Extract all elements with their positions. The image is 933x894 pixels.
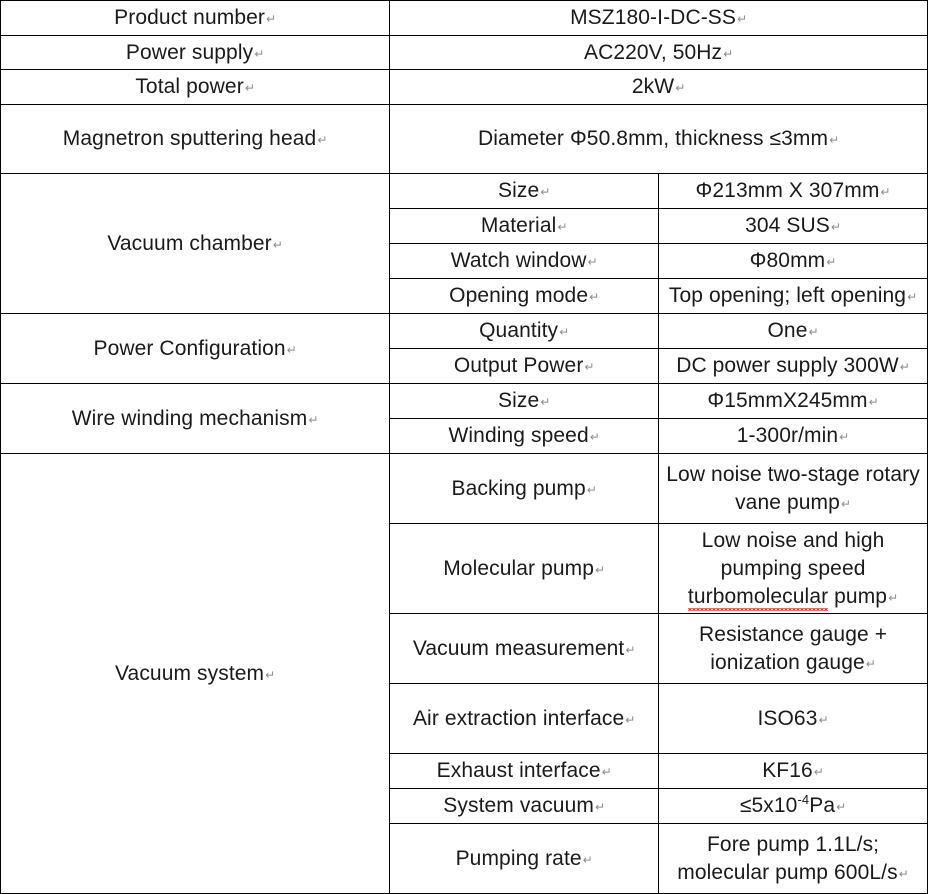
paragraph-mark-icon: ↵	[595, 562, 606, 577]
row-value-system-vacuum	[659, 789, 928, 824]
row-value-air-extraction-interface	[659, 684, 928, 754]
row-label-total-power	[1, 70, 390, 105]
cell-text: Air extraction interface	[412, 706, 625, 730]
cell-text: Pumping rate	[455, 846, 582, 870]
row-sublabel-output-power	[390, 349, 659, 384]
paragraph-mark-icon: ↵	[675, 81, 686, 96]
cell-text: Total power	[135, 75, 244, 99]
paragraph-mark-icon: ↵	[286, 342, 297, 357]
row-value-backing-pump	[659, 454, 928, 524]
cell-text: Exhaust interface	[436, 759, 601, 783]
paragraph-mark-icon: ↵	[899, 360, 910, 375]
table-row	[1, 105, 928, 174]
paragraph-mark-icon: ↵	[813, 765, 824, 780]
exponent-text: -4	[797, 792, 810, 808]
paragraph-mark-icon: ↵	[244, 81, 255, 96]
row-label-product-number	[1, 1, 390, 36]
row-value-power-supply	[390, 35, 928, 70]
cell-text-part2: pump	[828, 584, 888, 608]
paragraph-mark-icon: ↵	[868, 395, 879, 410]
row-sublabel-pumping-rate	[390, 824, 659, 894]
cell-text: Molecular pump	[443, 556, 595, 580]
cell-text: Power Configuration	[93, 336, 286, 360]
paragraph-mark-icon: ↵	[830, 220, 842, 235]
paragraph-mark-icon: ↵	[826, 255, 837, 270]
row-value-exhaust-interface	[659, 754, 928, 789]
row-value-molecular-pump	[659, 524, 928, 614]
paragraph-mark-icon: ↵	[898, 866, 909, 881]
cell-text: 1-300r/min	[736, 424, 839, 448]
cell-text: ISO63	[757, 706, 818, 730]
paragraph-mark-icon: ↵	[818, 712, 829, 727]
row-value-output-power	[659, 349, 928, 384]
cell-text: Output Power	[453, 354, 584, 378]
cell-text: Magnetron sputtering head	[62, 127, 317, 151]
misspelled-word: turbomolecular	[688, 585, 828, 611]
row-sublabel-backing-pump	[390, 454, 659, 524]
cell-text-prefix: ≤5x10	[739, 794, 798, 818]
row-value-chamber-watch-window	[659, 244, 928, 279]
table-row	[1, 70, 928, 105]
cell-text: Winding speed	[448, 424, 589, 448]
cell-text: Vacuum system	[115, 661, 265, 685]
paragraph-mark-icon: ↵	[594, 800, 606, 815]
cell-text: Fore pump 1.1L/s; molecular pump 600L/s	[677, 833, 898, 884]
cell-text: Vacuum measurement	[412, 636, 625, 660]
row-label-power-supply	[1, 35, 390, 70]
paragraph-mark-icon: ↵	[625, 712, 636, 727]
row-value-pumping-rate	[659, 824, 928, 894]
paragraph-mark-icon: ↵	[840, 496, 852, 511]
paragraph-mark-icon: ↵	[582, 852, 593, 867]
table-row	[1, 454, 928, 524]
cell-text: Low noise two-stage rotary vane pump	[666, 462, 920, 514]
cell-text: Backing pump	[451, 476, 586, 500]
paragraph-mark-icon: ↵	[540, 395, 551, 410]
row-label-vacuum-system	[1, 454, 390, 894]
paragraph-mark-icon: ↵	[586, 482, 597, 497]
cell-text: Size	[497, 389, 540, 413]
cell-text: DC power supply 300W	[676, 354, 899, 378]
paragraph-mark-icon: ↵	[865, 656, 876, 671]
row-label-magnetron-sputtering-head	[1, 105, 390, 174]
row-value-magnetron-sputtering-head	[390, 105, 928, 174]
table-row	[1, 174, 928, 209]
row-value-chamber-opening-mode	[659, 279, 928, 314]
cell-text: Size	[497, 179, 540, 203]
paragraph-mark-icon: ↵	[559, 325, 570, 340]
row-sublabel-molecular-pump	[390, 524, 659, 614]
paragraph-mark-icon: ↵	[272, 237, 283, 252]
row-value-chamber-size	[659, 174, 928, 209]
cell-text: Wire winding mechanism	[71, 406, 308, 430]
paragraph-mark-icon: ↵	[625, 642, 636, 657]
cell-text: Material	[480, 214, 557, 238]
paragraph-mark-icon: ↵	[829, 133, 840, 148]
paragraph-mark-icon: ↵	[836, 800, 847, 815]
cell-text: 304 SUS	[745, 214, 830, 238]
cell-text: Product number	[114, 6, 265, 29]
table-row	[1, 314, 928, 349]
paragraph-mark-icon: ↵	[557, 220, 568, 235]
cell-text-part1: Low noise and high pumping speed	[701, 529, 885, 580]
cell-text: Φ15mmX245mm	[707, 389, 868, 413]
row-value-vacuum-measurement	[659, 614, 928, 684]
row-value-winding-size	[659, 384, 928, 419]
cell-text-suffix: Pa	[809, 794, 836, 818]
table-row	[1, 35, 928, 70]
row-sublabel-chamber-size	[390, 174, 659, 209]
cell-text: Power supply	[125, 40, 254, 64]
cell-text: System vacuum	[443, 794, 594, 818]
paragraph-mark-icon: ↵	[589, 290, 600, 305]
row-value-total-power	[390, 70, 928, 105]
paragraph-mark-icon: ↵	[584, 360, 595, 375]
paragraph-mark-icon: ↵	[317, 133, 328, 148]
row-sublabel-power-quantity	[390, 314, 659, 349]
cell-text: AC220V, 50Hz	[583, 40, 723, 64]
paragraph-mark-icon: ↵	[265, 667, 276, 682]
row-sublabel-vacuum-measurement	[390, 614, 659, 684]
cell-text: Φ80mm	[749, 249, 826, 273]
cell-text: Φ213mm X 307mm	[695, 179, 880, 203]
paragraph-mark-icon: ↵	[737, 11, 748, 26]
cell-text: Quantity	[479, 319, 559, 343]
row-label-vacuum-chamber	[1, 174, 390, 314]
row-value-product-number	[390, 1, 928, 36]
cell-text: MSZ180-I-DC-SS	[570, 6, 737, 29]
cell-text: KF16	[762, 759, 813, 783]
row-sublabel-system-vacuum	[390, 789, 659, 824]
paragraph-mark-icon: ↵	[540, 185, 551, 200]
table-row	[1, 1, 928, 36]
cell-text: Resistance gauge + ionization gauge	[699, 623, 888, 674]
paragraph-mark-icon: ↵	[589, 430, 600, 445]
row-sublabel-air-extraction-interface	[390, 684, 659, 754]
paragraph-mark-icon: ↵	[808, 325, 819, 340]
cell-text: Opening mode	[449, 284, 589, 308]
row-value-chamber-material	[659, 209, 928, 244]
row-sublabel-winding-speed	[390, 419, 659, 454]
cell-text: Watch window	[450, 249, 587, 273]
row-label-wire-winding-mechanism	[1, 384, 390, 454]
cell-text: Diameter Φ50.8mm, thickness ≤3mm	[478, 127, 829, 151]
row-sublabel-chamber-material	[390, 209, 659, 244]
row-value-winding-speed	[659, 419, 928, 454]
paragraph-mark-icon: ↵	[587, 255, 598, 270]
paragraph-mark-icon: ↵	[308, 412, 319, 427]
row-sublabel-exhaust-interface	[390, 754, 659, 789]
cell-text: Vacuum chamber	[107, 231, 272, 255]
row-sublabel-chamber-opening-mode	[390, 279, 659, 314]
paragraph-mark-icon: ↵	[839, 430, 850, 445]
row-value-power-quantity	[659, 314, 928, 349]
cell-text: 2kW	[631, 75, 675, 99]
paragraph-mark-icon: ↵	[254, 46, 265, 61]
row-sublabel-winding-size	[390, 384, 659, 419]
cell-text: Top opening; left opening	[668, 284, 907, 308]
cell-text: One	[767, 319, 808, 343]
paragraph-mark-icon: ↵	[265, 11, 277, 26]
table-row	[1, 384, 928, 419]
row-sublabel-chamber-watch-window	[390, 244, 659, 279]
paragraph-mark-icon: ↵	[907, 290, 918, 305]
paragraph-mark-icon: ↵	[888, 590, 899, 605]
paragraph-mark-icon: ↵	[723, 46, 734, 61]
paragraph-mark-icon: ↵	[880, 185, 891, 200]
row-label-power-configuration	[1, 314, 390, 384]
paragraph-mark-icon: ↵	[601, 765, 612, 780]
